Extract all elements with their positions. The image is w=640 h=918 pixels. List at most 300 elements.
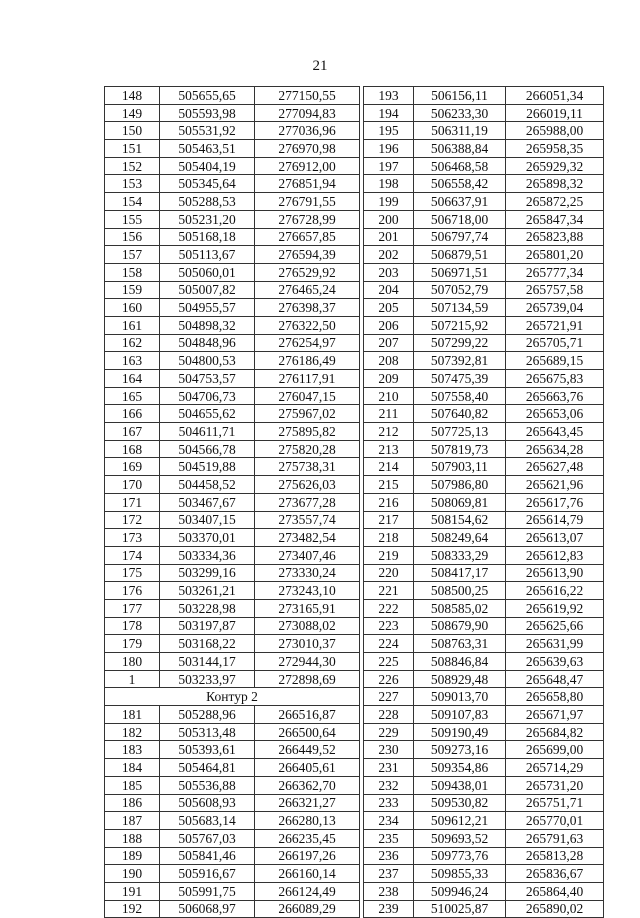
y-coordinate-cell: 265714,29: [506, 759, 604, 777]
y-coordinate-cell: 265898,32: [506, 175, 604, 193]
x-coordinate-cell: 506718,00: [414, 210, 506, 228]
table-row: [105, 759, 360, 777]
table-row: [364, 228, 604, 246]
y-coordinate-cell: 265770,01: [506, 812, 604, 830]
y-coordinate-cell: 265823,88: [506, 228, 604, 246]
table-row: [364, 617, 604, 635]
point-number-cell: 179: [105, 635, 160, 653]
coordinates-table-right: [363, 86, 604, 918]
y-coordinate-cell: 265671,97: [506, 706, 604, 724]
x-coordinate-cell: 505991,75: [160, 882, 255, 900]
x-coordinate-cell: 508846,84: [414, 653, 506, 671]
x-coordinate-cell: 506797,74: [414, 228, 506, 246]
x-coordinate-cell: 506311,19: [414, 122, 506, 140]
x-coordinate-cell: 504753,57: [160, 370, 255, 388]
x-coordinate-cell: 508500,25: [414, 582, 506, 600]
x-coordinate-cell: 507299,22: [414, 334, 506, 352]
x-coordinate-cell: 505345,64: [160, 175, 255, 193]
y-coordinate-cell: 273407,46: [255, 546, 360, 564]
table-row: [105, 493, 360, 511]
table-row: [364, 370, 604, 388]
table-row: [364, 900, 604, 918]
x-coordinate-cell: 508679,90: [414, 617, 506, 635]
y-coordinate-cell: 277150,55: [255, 87, 360, 105]
x-coordinate-cell: 505288,53: [160, 193, 255, 211]
point-number-cell: 231: [364, 759, 414, 777]
table-row: [105, 599, 360, 617]
point-number-cell: 226: [364, 670, 414, 688]
table-row: [364, 688, 604, 706]
table-row: [364, 847, 604, 865]
point-number-cell: 160: [105, 299, 160, 317]
y-coordinate-cell: 276398,37: [255, 299, 360, 317]
x-coordinate-cell: 508069,81: [414, 493, 506, 511]
point-number-cell: 165: [105, 387, 160, 405]
point-number-cell: 153: [105, 175, 160, 193]
x-coordinate-cell: 509354,86: [414, 759, 506, 777]
point-number-cell: 184: [105, 759, 160, 777]
x-coordinate-cell: 504458,52: [160, 476, 255, 494]
x-coordinate-cell: 509612,21: [414, 812, 506, 830]
x-coordinate-cell: 505288,96: [160, 706, 255, 724]
point-number-cell: 217: [364, 511, 414, 529]
y-coordinate-cell: 273088,02: [255, 617, 360, 635]
x-coordinate-cell: 506558,42: [414, 175, 506, 193]
y-coordinate-cell: 275820,28: [255, 440, 360, 458]
point-number-cell: 224: [364, 635, 414, 653]
table-row: [105, 334, 360, 352]
table-row: [364, 529, 604, 547]
x-coordinate-cell: 508763,31: [414, 635, 506, 653]
point-number-cell: 227: [364, 688, 414, 706]
point-number-cell: 216: [364, 493, 414, 511]
x-coordinate-cell: 507392,81: [414, 352, 506, 370]
table-row: [364, 334, 604, 352]
point-number-cell: 218: [364, 529, 414, 547]
point-number-cell: 210: [364, 387, 414, 405]
x-coordinate-cell: 505113,67: [160, 246, 255, 264]
point-number-cell: 197: [364, 157, 414, 175]
x-coordinate-cell: 503168,22: [160, 635, 255, 653]
y-coordinate-cell: 276970,98: [255, 140, 360, 158]
x-coordinate-cell: 509013,70: [414, 688, 506, 706]
y-coordinate-cell: 276254,97: [255, 334, 360, 352]
x-coordinate-cell: 505916,67: [160, 865, 255, 883]
point-number-cell: 180: [105, 653, 160, 671]
point-number-cell: 206: [364, 316, 414, 334]
y-coordinate-cell: 265619,92: [506, 599, 604, 617]
y-coordinate-cell: 266089,29: [255, 900, 360, 918]
table-row: [105, 122, 360, 140]
point-number-cell: 236: [364, 847, 414, 865]
x-coordinate-cell: 507903,11: [414, 458, 506, 476]
point-number-cell: 176: [105, 582, 160, 600]
x-coordinate-cell: 505593,98: [160, 104, 255, 122]
table-row: [364, 599, 604, 617]
y-coordinate-cell: 265872,25: [506, 193, 604, 211]
x-coordinate-cell: 510025,87: [414, 900, 506, 918]
point-number-cell: 155: [105, 210, 160, 228]
point-number-cell: 211: [364, 405, 414, 423]
y-coordinate-cell: 265958,35: [506, 140, 604, 158]
x-coordinate-cell: 504800,53: [160, 352, 255, 370]
table-row: [105, 246, 360, 264]
x-coordinate-cell: 508417,17: [414, 564, 506, 582]
table-row: [364, 387, 604, 405]
table-row: [105, 882, 360, 900]
table-row: [364, 210, 604, 228]
y-coordinate-cell: 265777,34: [506, 263, 604, 281]
point-number-cell: 148: [105, 87, 160, 105]
y-coordinate-cell: 276728,99: [255, 210, 360, 228]
x-coordinate-cell: 508154,62: [414, 511, 506, 529]
x-coordinate-cell: 503299,16: [160, 564, 255, 582]
y-coordinate-cell: 265612,83: [506, 546, 604, 564]
y-coordinate-cell: 265721,91: [506, 316, 604, 334]
y-coordinate-cell: 265631,99: [506, 635, 604, 653]
point-number-cell: 170: [105, 476, 160, 494]
table-row: [105, 405, 360, 423]
y-coordinate-cell: 265616,22: [506, 582, 604, 600]
point-number-cell: 150: [105, 122, 160, 140]
table-row: [105, 316, 360, 334]
table-row: [364, 653, 604, 671]
table-row: [105, 476, 360, 494]
y-coordinate-cell: 276117,91: [255, 370, 360, 388]
y-coordinate-cell: 265739,04: [506, 299, 604, 317]
table-row: [105, 617, 360, 635]
y-coordinate-cell: 265648,47: [506, 670, 604, 688]
table-row: [105, 794, 360, 812]
y-coordinate-cell: 265864,40: [506, 882, 604, 900]
x-coordinate-cell: 505231,20: [160, 210, 255, 228]
point-number-cell: 230: [364, 741, 414, 759]
y-coordinate-cell: 265634,28: [506, 440, 604, 458]
point-number-cell: 238: [364, 882, 414, 900]
point-number-cell: 149: [105, 104, 160, 122]
y-coordinate-cell: 265705,71: [506, 334, 604, 352]
x-coordinate-cell: 507215,92: [414, 316, 506, 334]
y-coordinate-cell: 265751,71: [506, 794, 604, 812]
x-coordinate-cell: 503144,17: [160, 653, 255, 671]
table-row: [364, 263, 604, 281]
x-coordinate-cell: 506068,97: [160, 900, 255, 918]
point-number-cell: 171: [105, 493, 160, 511]
table-row: [105, 193, 360, 211]
table-row: [364, 829, 604, 847]
x-coordinate-cell: 509438,01: [414, 776, 506, 794]
x-coordinate-cell: 507475,39: [414, 370, 506, 388]
y-coordinate-cell: 276465,24: [255, 281, 360, 299]
x-coordinate-cell: 503334,36: [160, 546, 255, 564]
table-row: [105, 829, 360, 847]
point-number-cell: 235: [364, 829, 414, 847]
point-number-cell: 189: [105, 847, 160, 865]
x-coordinate-cell: 506971,51: [414, 263, 506, 281]
table-row: [105, 263, 360, 281]
point-number-cell: 151: [105, 140, 160, 158]
y-coordinate-cell: 265988,00: [506, 122, 604, 140]
point-number-cell: 182: [105, 723, 160, 741]
y-coordinate-cell: 273557,74: [255, 511, 360, 529]
y-coordinate-cell: 266235,45: [255, 829, 360, 847]
table-row: [364, 759, 604, 777]
y-coordinate-cell: 276322,50: [255, 316, 360, 334]
x-coordinate-cell: 504848,96: [160, 334, 255, 352]
y-coordinate-cell: 265801,20: [506, 246, 604, 264]
y-coordinate-cell: 266160,14: [255, 865, 360, 883]
y-coordinate-cell: 265613,07: [506, 529, 604, 547]
x-coordinate-cell: 506468,58: [414, 157, 506, 175]
y-coordinate-cell: 276186,49: [255, 352, 360, 370]
table-row: [364, 812, 604, 830]
x-coordinate-cell: 509107,83: [414, 706, 506, 724]
x-coordinate-cell: 504611,71: [160, 423, 255, 441]
table-row: [105, 546, 360, 564]
point-number-cell: 209: [364, 370, 414, 388]
y-coordinate-cell: 265836,67: [506, 865, 604, 883]
y-coordinate-cell: 273330,24: [255, 564, 360, 582]
point-number-cell: 175: [105, 564, 160, 582]
point-number-cell: 174: [105, 546, 160, 564]
point-number-cell: 203: [364, 263, 414, 281]
point-number-cell: 1: [105, 670, 160, 688]
table-row: [105, 511, 360, 529]
y-coordinate-cell: 275967,02: [255, 405, 360, 423]
x-coordinate-cell: 506156,11: [414, 87, 506, 105]
point-number-cell: 202: [364, 246, 414, 264]
y-coordinate-cell: 266051,34: [506, 87, 604, 105]
y-coordinate-cell: 266124,49: [255, 882, 360, 900]
table-row: [364, 299, 604, 317]
y-coordinate-cell: 277094,83: [255, 104, 360, 122]
table-row: [105, 458, 360, 476]
y-coordinate-cell: 265613,90: [506, 564, 604, 582]
point-number-cell: 187: [105, 812, 160, 830]
table-row: [105, 370, 360, 388]
x-coordinate-cell: 507725,13: [414, 423, 506, 441]
x-coordinate-cell: 509190,49: [414, 723, 506, 741]
y-coordinate-cell: 266362,70: [255, 776, 360, 794]
y-coordinate-cell: 266280,13: [255, 812, 360, 830]
x-coordinate-cell: 509773,76: [414, 847, 506, 865]
point-number-cell: 229: [364, 723, 414, 741]
point-number-cell: 221: [364, 582, 414, 600]
y-coordinate-cell: 265653,06: [506, 405, 604, 423]
table-row: [364, 175, 604, 193]
x-coordinate-cell: 507986,80: [414, 476, 506, 494]
y-coordinate-cell: 265929,32: [506, 157, 604, 175]
x-coordinate-cell: 505536,88: [160, 776, 255, 794]
point-number-cell: 198: [364, 175, 414, 193]
table-row: [105, 776, 360, 794]
x-coordinate-cell: 503467,67: [160, 493, 255, 511]
table-row: [364, 157, 604, 175]
x-coordinate-cell: 507558,40: [414, 387, 506, 405]
point-number-cell: 194: [364, 104, 414, 122]
y-coordinate-cell: 275738,31: [255, 458, 360, 476]
y-coordinate-cell: 276047,15: [255, 387, 360, 405]
point-number-cell: 222: [364, 599, 414, 617]
coordinates-table-left: [104, 86, 360, 918]
point-number-cell: 161: [105, 316, 160, 334]
y-coordinate-cell: 273677,28: [255, 493, 360, 511]
point-number-cell: 223: [364, 617, 414, 635]
table-row: [364, 246, 604, 264]
point-number-cell: 158: [105, 263, 160, 281]
x-coordinate-cell: 508585,02: [414, 599, 506, 617]
table-row: [105, 140, 360, 158]
contour-label: Контур 2: [105, 688, 360, 706]
x-coordinate-cell: 506233,30: [414, 104, 506, 122]
x-coordinate-cell: 507640,82: [414, 405, 506, 423]
point-number-cell: 173: [105, 529, 160, 547]
point-number-cell: 204: [364, 281, 414, 299]
x-coordinate-cell: 506637,91: [414, 193, 506, 211]
x-coordinate-cell: 509946,24: [414, 882, 506, 900]
point-number-cell: 167: [105, 423, 160, 441]
point-number-cell: 200: [364, 210, 414, 228]
y-coordinate-cell: 273010,37: [255, 635, 360, 653]
x-coordinate-cell: 503233,97: [160, 670, 255, 688]
x-coordinate-cell: 506879,51: [414, 246, 506, 264]
point-number-cell: 207: [364, 334, 414, 352]
y-coordinate-cell: 266500,64: [255, 723, 360, 741]
point-number-cell: 220: [364, 564, 414, 582]
point-number-cell: 239: [364, 900, 414, 918]
table-row: [364, 511, 604, 529]
table-row: [364, 706, 604, 724]
y-coordinate-cell: 272944,30: [255, 653, 360, 671]
point-number-cell: 228: [364, 706, 414, 724]
y-coordinate-cell: 276912,00: [255, 157, 360, 175]
y-coordinate-cell: 265614,79: [506, 511, 604, 529]
x-coordinate-cell: 504566,78: [160, 440, 255, 458]
y-coordinate-cell: 276529,92: [255, 263, 360, 281]
point-number-cell: 185: [105, 776, 160, 794]
y-coordinate-cell: 265813,28: [506, 847, 604, 865]
point-number-cell: 237: [364, 865, 414, 883]
table-row: [105, 228, 360, 246]
table-row: [364, 104, 604, 122]
table-row: [364, 882, 604, 900]
table-row: [105, 281, 360, 299]
y-coordinate-cell: 265625,66: [506, 617, 604, 635]
table-row: [105, 387, 360, 405]
y-coordinate-cell: 266405,61: [255, 759, 360, 777]
point-number-cell: 183: [105, 741, 160, 759]
table-row: [105, 741, 360, 759]
x-coordinate-cell: 507819,73: [414, 440, 506, 458]
table-row: [105, 706, 360, 724]
table-row: [364, 493, 604, 511]
table-row: [364, 316, 604, 334]
table-row: [364, 723, 604, 741]
y-coordinate-cell: 265684,82: [506, 723, 604, 741]
table-row: [364, 546, 604, 564]
y-coordinate-cell: 265663,76: [506, 387, 604, 405]
point-number-cell: 212: [364, 423, 414, 441]
point-number-cell: 164: [105, 370, 160, 388]
x-coordinate-cell: 508929,48: [414, 670, 506, 688]
x-coordinate-cell: 505655,65: [160, 87, 255, 105]
table-row: [364, 670, 604, 688]
contour-header-row: [105, 688, 360, 706]
y-coordinate-cell: 272898,69: [255, 670, 360, 688]
point-number-cell: 156: [105, 228, 160, 246]
table-row: [364, 440, 604, 458]
point-number-cell: 168: [105, 440, 160, 458]
point-number-cell: 208: [364, 352, 414, 370]
table-row: [105, 299, 360, 317]
y-coordinate-cell: 273482,54: [255, 529, 360, 547]
y-coordinate-cell: 265890,02: [506, 900, 604, 918]
point-number-cell: 157: [105, 246, 160, 264]
table-row: [105, 812, 360, 830]
y-coordinate-cell: 265627,48: [506, 458, 604, 476]
table-row: [105, 529, 360, 547]
y-coordinate-cell: 265699,00: [506, 741, 604, 759]
y-coordinate-cell: 266197,26: [255, 847, 360, 865]
table-row: [364, 140, 604, 158]
point-number-cell: 195: [364, 122, 414, 140]
x-coordinate-cell: 507134,59: [414, 299, 506, 317]
x-coordinate-cell: 509530,82: [414, 794, 506, 812]
point-number-cell: 186: [105, 794, 160, 812]
table-row: [105, 104, 360, 122]
point-number-cell: 192: [105, 900, 160, 918]
table-row: [105, 440, 360, 458]
y-coordinate-cell: 276791,55: [255, 193, 360, 211]
x-coordinate-cell: 508333,29: [414, 546, 506, 564]
y-coordinate-cell: 266516,87: [255, 706, 360, 724]
table-row: [364, 582, 604, 600]
x-coordinate-cell: 504706,73: [160, 387, 255, 405]
point-number-cell: 166: [105, 405, 160, 423]
y-coordinate-cell: 265731,20: [506, 776, 604, 794]
point-number-cell: 172: [105, 511, 160, 529]
table-row: [105, 87, 360, 105]
point-number-cell: 225: [364, 653, 414, 671]
x-coordinate-cell: 508249,64: [414, 529, 506, 547]
x-coordinate-cell: 505464,81: [160, 759, 255, 777]
x-coordinate-cell: 503261,21: [160, 582, 255, 600]
x-coordinate-cell: 507052,79: [414, 281, 506, 299]
point-number-cell: 199: [364, 193, 414, 211]
table-row: [105, 900, 360, 918]
point-number-cell: 163: [105, 352, 160, 370]
y-coordinate-cell: 265847,34: [506, 210, 604, 228]
table-row: [364, 794, 604, 812]
y-coordinate-cell: 276594,39: [255, 246, 360, 264]
y-coordinate-cell: 265791,63: [506, 829, 604, 847]
x-coordinate-cell: 504898,32: [160, 316, 255, 334]
point-number-cell: 177: [105, 599, 160, 617]
table-row: [105, 865, 360, 883]
x-coordinate-cell: 509693,52: [414, 829, 506, 847]
y-coordinate-cell: 266321,27: [255, 794, 360, 812]
x-coordinate-cell: 504655,62: [160, 405, 255, 423]
table-row: [105, 175, 360, 193]
x-coordinate-cell: 505531,92: [160, 122, 255, 140]
x-coordinate-cell: 505168,18: [160, 228, 255, 246]
page-number: 21: [312, 58, 328, 74]
point-number-cell: 213: [364, 440, 414, 458]
table-row: [105, 157, 360, 175]
point-number-cell: 162: [105, 334, 160, 352]
y-coordinate-cell: 265689,15: [506, 352, 604, 370]
y-coordinate-cell: 277036,96: [255, 122, 360, 140]
